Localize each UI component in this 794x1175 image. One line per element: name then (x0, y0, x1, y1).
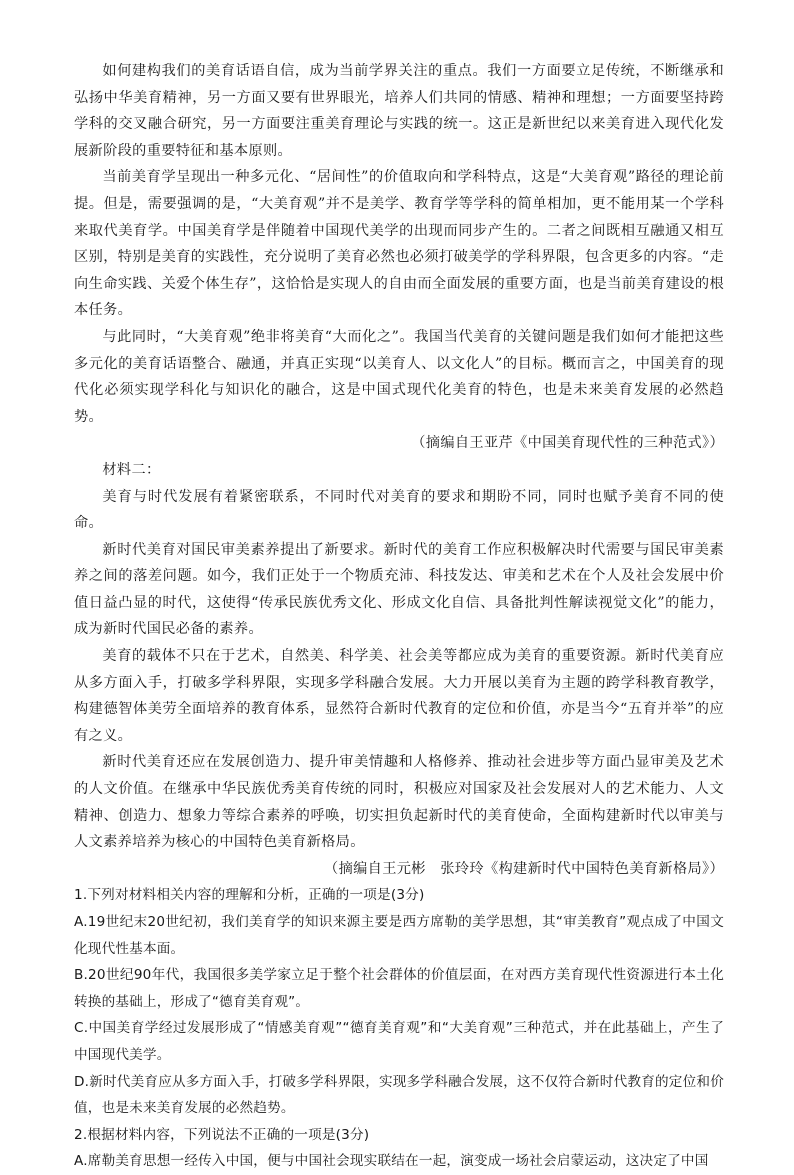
question-1-option-d: D.新时代美育应从多方面入手，打破多学科界限，实现多学科融合发展，这不仅符合新时代教育的定位和价值，也是未来美育发展的必然趋势。 (74, 1073, 724, 1117)
question-1-option-c: C.中国美育学经过发展形成了“情感美育观”“德育美育观”和“大美育观”三种范式，并在此基础上，产生了中国现代美学。 (74, 1020, 724, 1063)
question-1-stem: 1.下列对材料相关内容的理解和分析，正确的一项是(3分) (74, 887, 425, 904)
material-two-source: （摘编自王元彬 张玲玲《构建新时代中国特色美育新格局》） (324, 860, 724, 877)
material-two-paragraph-3: 美育的载体不只在于艺术，自然美、科学美、社会美等都应成为美育的重要资源。新时代美育应从多方面入手，打破多学科界限，实现多学科融合发展。大力开展以美育为主题的跨学科教育教学，构建德智体美劳全面培养的教育体系，显然符合新时代教育的定位和价值，亦是当今“五育并举”的应有之义。 (74, 648, 724, 744)
material-one-paragraph-3: 与此同时，“大美育观”绝非将美育“大而化之”。我国当代美育的关键问题是我们如何才能把这些多元化的美育话语整合、融通，并真正实现“以美育人、以文化人”的目标。概而言之，中国美育的现代化必须实现学科化与知识化的融合，这是中国式现代化美育的特色，也是未来美育发展的必然趋势。 (74, 328, 724, 425)
question-1 (74, 882, 724, 1121)
material-two-label: 材料二： (102, 461, 161, 478)
question-2 (74, 1122, 724, 1175)
exam-page (74, 58, 724, 1175)
material-two-paragraph-4: 新时代美育还应在发展创造力、提升审美情趣和人格修养、推动社会进步等方面凸显审美及艺术的人文价值。在继承中华民族优秀美育传统的同时，积极应对国家及社会发展对人的艺术能力、人文精神、创造力、想象力等综合素养的呼唤，切实担负起新时代的美育使命，全面构建新时代以审美与人文素养培养为核心的中国特色美育新格局。 (74, 754, 724, 851)
question-2-option-a: A.席勒美育思想一经传入中国，便与中国社会现实联结在一起，演变成一场社会启蒙运动，这决定了中国 (74, 1153, 709, 1170)
material-one-paragraph-2: 当前美育学呈现出一种多元化、“居间性”的价值取向和学科特点，这是“大美育观”路径的理论前提。但是，需要强调的是，“大美育观”并不是美学、教育学等学科的简单相加，更不能用某一个学科来取代美育学。中国美育学是伴随着中国现代美学的出现而同步产生的。二者之间既相互融通又相互区别，特别是美育的实践性，充分说明了美育必然也必须打破美学的学科界限，包含更多的内容。“走向生命实践、关爱个体生存”，这恰恰是实现人的自由而全面发展的重要方面，也是当前美育建设的根本任务。 (74, 169, 724, 319)
material-one-paragraph-1: 如何建构我们的美育话语自信，成为当前学界关注的重点。我们一方面要立足传统，不断继承和弘扬中华美育精神，另一方面又要有世界眼光，培养人们共同的情感、精神和理想；一方面要坚持跨学科的交叉融合研究，另一方面要注重美育理论与实践的统一。这正是新世纪以来美育进入现代化发展新阶段的重要特征和基本原则。 (74, 63, 724, 159)
material-one-source: （摘编自王亚芹《中国美育现代性的三种范式》） (411, 435, 724, 452)
question-1-option-b: B.20世纪90年代，我国很多美学家立足于整个社会群体的价值层面，在对西方美育现代性资源进行本土化转换的基础上，形成了“德育美育观”。 (74, 967, 724, 1010)
question-1-option-a: A.19世纪末20世纪初，我们美育学的知识来源主要是西方席勒的美学思想，其“审美教育”观点成了中国文化现代性基本面。 (74, 914, 724, 957)
material-two (74, 457, 724, 883)
material-two-paragraph-1: 美育与时代发展有着紧密联系，不同时代对美育的要求和期盼不同，同时也赋予美育不同的使命。 (74, 488, 724, 532)
question-2-stem: 2.根据材料内容，下列说法不正确的一项是(3分) (74, 1126, 370, 1143)
material-one (74, 58, 724, 457)
material-two-paragraph-2: 新时代美育对国民审美素养提出了新要求。新时代的美育工作应积极解决时代需要与国民审美素养之间的落差问题。如今，我们正处于一个物质充沛、科技发达、审美和艺术在个人及社会发展中价值日益凸显的时代，这使得“传承民族优秀文化、形成文化自信、具备批判性解读视觉文化”的能力，成为新时代国民必备的素养。 (74, 541, 724, 638)
